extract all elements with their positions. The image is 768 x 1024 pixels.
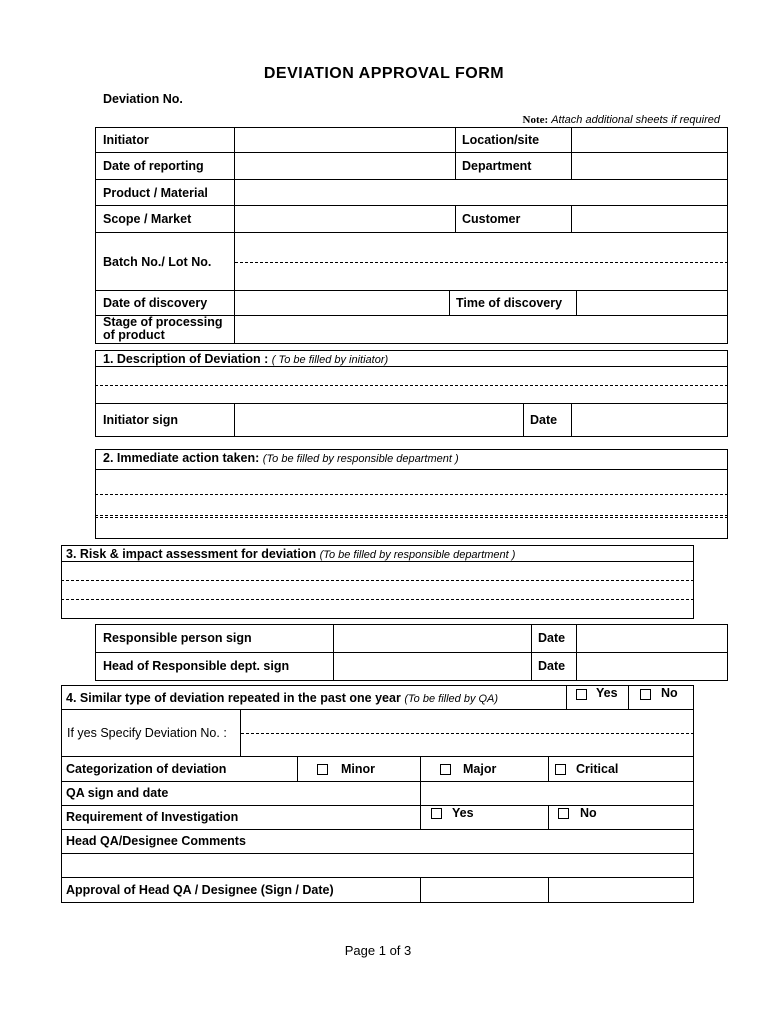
qa-sign-date-field[interactable] [422,783,693,804]
head-date-field[interactable] [578,654,727,680]
batch-lot-field[interactable] [236,234,727,289]
customer-label: Customer [462,212,521,226]
initiator-field[interactable] [236,129,454,151]
minor-label: Minor [341,762,376,776]
department-field[interactable] [573,154,727,178]
department-label: Department [462,159,532,173]
initiator-sign-label: Initiator sign [103,413,178,427]
note [523,114,721,126]
section-4-note: (To be filled by QA) [404,693,499,705]
col-line [566,685,567,709]
col-line [455,205,456,232]
row-line [95,179,728,180]
col-line [576,290,577,315]
row-line [95,290,728,291]
col-line [548,805,549,829]
col-line [234,127,235,344]
section-1-note: ( To be filled by initiator) [271,354,389,366]
date-of-discovery-label: Date of discovery [103,296,208,310]
page-number: Page 1 of 3 [344,943,412,958]
investigation-yes-label: Yes [452,806,474,820]
categorization-label: Categorization of deviation [66,762,227,776]
initiator-sign-field[interactable] [236,405,522,436]
responsible-date-label: Date [538,631,566,645]
section-3-heading [66,547,515,562]
stage-of-processing-field[interactable] [236,317,727,343]
section-1-heading [103,352,388,367]
stage-of-processing-label [103,316,222,342]
col-line [548,756,549,781]
date-of-discovery-field[interactable] [236,292,448,314]
col-line [234,403,235,437]
investigation-no-checkbox[interactable] [558,808,569,819]
col-line [333,624,334,681]
note-prefix: Note: [522,114,549,126]
head-qa-comments-field[interactable] [62,855,693,876]
repeated-yes-label: Yes [596,686,618,700]
date-of-reporting-label: Date of reporting [103,159,204,173]
row-line [95,652,728,653]
initiator-date-field[interactable] [573,405,727,436]
col-line [297,756,298,781]
investigation-no-label: No [580,806,597,820]
section-4-heading [66,691,498,706]
col-line [576,624,577,681]
row-line [61,877,694,878]
form-title: DEVIATION APPROVAL FORM [263,65,505,82]
row-line [61,709,694,710]
head-responsible-sign-label: Head of Responsible dept. sign [103,659,290,673]
section-3-note: (To be filled by responsible department ) [319,549,516,561]
stage-label-line1: Stage of processing [103,315,223,329]
major-label: Major [463,762,497,776]
critical-checkbox[interactable] [555,764,566,775]
customer-field[interactable] [573,207,727,231]
initiator-date-label: Date [530,413,558,427]
repeated-no-checkbox[interactable] [640,689,651,700]
col-line [531,624,532,681]
col-line [523,403,524,437]
description-field[interactable] [96,367,727,402]
row-line [95,232,728,233]
col-line [628,685,629,709]
critical-label: Critical [576,762,619,776]
col-line [571,403,572,437]
col-line [571,205,572,232]
section-4-title: 4. Similar type of deviation repeated in the past one year [66,691,401,705]
scope-market-field[interactable] [236,207,454,231]
col-line [420,877,421,903]
time-of-discovery-field[interactable] [578,292,727,314]
row-line [95,403,728,404]
row-line [95,152,728,153]
major-checkbox[interactable] [440,764,451,775]
row-line [61,781,694,782]
row-line [61,853,694,854]
row-line [61,756,694,757]
date-of-reporting-field[interactable] [236,154,454,178]
col-line [455,127,456,179]
deviation-no-label: Deviation No. [103,92,183,106]
section-2-title: 2. Immediate action taken: [103,451,260,465]
repeated-no-label: No [661,686,678,700]
batch-lot-label: Batch No./ Lot No. [103,255,212,269]
product-material-field[interactable] [236,181,727,204]
repeated-yes-checkbox[interactable] [576,689,587,700]
approval-label: Approval of Head QA / Designee (Sign / Date) [66,883,334,897]
time-of-discovery-label: Time of discovery [456,296,563,310]
scope-market-label: Scope / Market [103,212,192,226]
section-1-title: 1. Description of Deviation : [103,352,269,366]
approval-sign-field[interactable] [422,879,547,902]
qa-sign-date-label: QA sign and date [66,786,169,800]
section-3-title: 3. Risk & impact assessment for deviation [66,547,317,561]
note-text: Attach additional sheets if required [551,114,720,126]
section-2-heading [103,451,459,466]
section-2-note: (To be filled by responsible department ) [262,453,459,465]
minor-checkbox[interactable] [317,764,328,775]
row-line [61,805,694,806]
responsible-date-field[interactable] [578,626,727,651]
location-site-label: Location/site [462,133,540,147]
requirement-investigation-label: Requirement of Investigation [66,810,239,824]
col-line [420,756,421,781]
col-line [420,781,421,829]
head-date-label: Date [538,659,566,673]
investigation-yes-checkbox[interactable] [431,808,442,819]
head-qa-comments-label: Head QA/Designee Comments [66,834,246,848]
stage-label-line2: of product [103,328,165,342]
specify-deviation-field[interactable] [242,711,693,755]
row-line [95,205,728,206]
risk-assessment-field[interactable] [62,562,693,618]
specify-deviation-label: If yes Specify Deviation No. : [67,726,227,740]
immediate-action-field[interactable] [96,470,727,538]
row-line [61,829,694,830]
responsible-person-sign-field[interactable] [335,626,530,651]
col-line [571,127,572,179]
head-responsible-sign-field[interactable] [335,654,530,680]
approval-date-field[interactable] [550,879,693,902]
col-line [548,877,549,903]
col-line [449,290,450,315]
product-material-label: Product / Material [103,186,208,200]
responsible-person-sign-label: Responsible person sign [103,631,252,645]
location-site-field[interactable] [573,129,727,151]
initiator-label: Initiator [103,133,149,147]
